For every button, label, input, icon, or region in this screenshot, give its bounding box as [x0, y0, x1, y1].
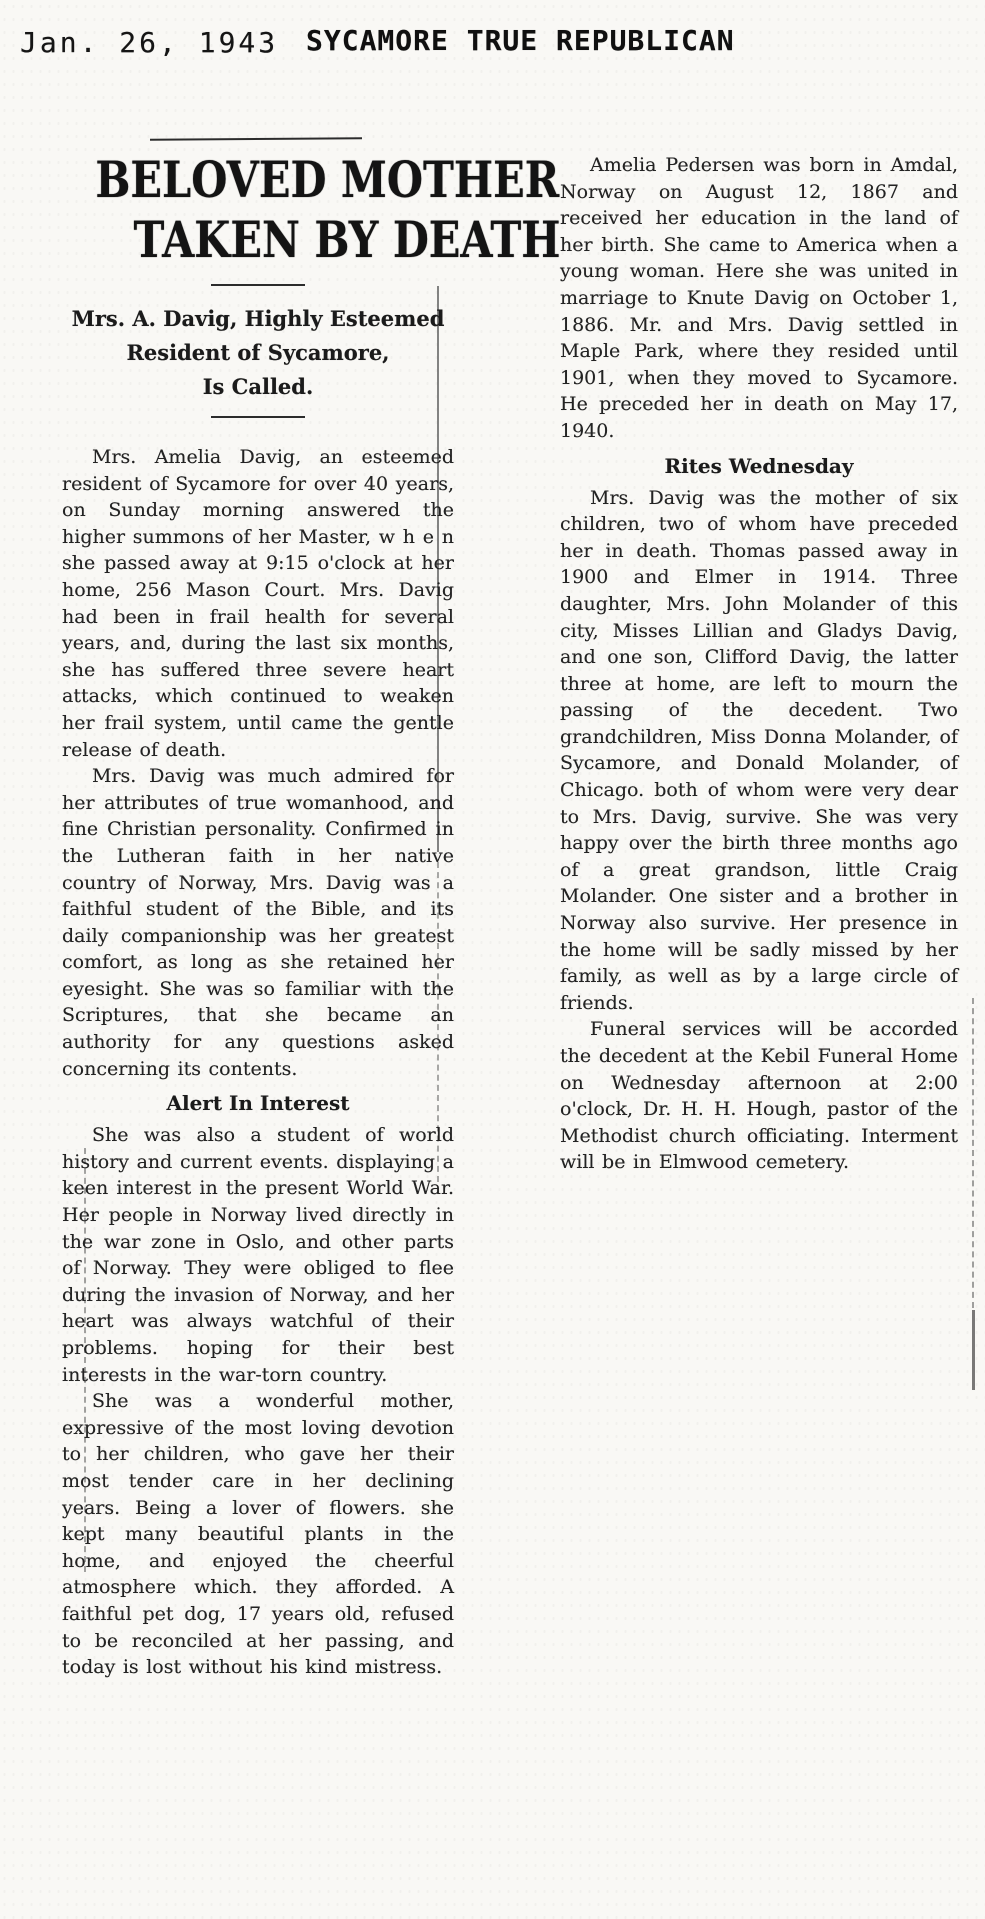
body-paragraph: Mrs. Davig was the mother of six children, two of whom have preceded her in death. Thomas passed away in 1900 and Elmer in 1914. Three daughter, Mrs. John Molander of this city, Misses Lillian and Gladys Davig, and one son, Clifford Davig, the latter three at home, are left to mourn the passing of the decedent. Two grandchildren, Miss Donna Molander, of Sycamore, and Donald Molander, of Chicago. both of whom were very dear to Mrs. Davig, survive. She was very happy over the birth three months ago of a great grandson, little Craig Molander. One sister and a brother in Norway also survive. Her presence in the home will be sadly missed by her family, as well as by a large circle of friends.: [560, 486, 958, 1014]
body-paragraph: She was a wonderful mother, expressive of the most loving devotion to her children, who gave her their most tender care in her declining years. Being a lover of flowers. she kept many beautiful plants in the home, and enjoyed the cheerful atmosphere which. they afforded. A faithful pet dog, 17 years old, refused to be reconciled at her passing, and today is lost without his kind mistress.: [62, 1390, 454, 1679]
left-edge-dashed-line: [84, 1148, 86, 1572]
headline-line-2: TAKEN BY DEATH: [133, 210, 561, 269]
body-paragraph: Mrs. Davig was much admired for her attributes of true womanhood, and fine Christian personality. Confirmed in the Lutheran faith in her native country of Norway, Mrs. Davig was a faithful student of the Bible, and its daily companionship was her greatest comfort, as long as she retained her eyesight. She was so familiar with the Scriptures, that she became an authority for any questions asked concerning its contents.: [62, 765, 454, 1080]
masthead-date: Jan. 26, 1943: [20, 26, 279, 59]
right-edge-ink-mark: [972, 1310, 975, 1390]
column-divider-line-dashed: [437, 862, 439, 1182]
subhead-rule: [211, 416, 305, 418]
column-divider-line: [437, 286, 439, 852]
article-subhead: [62, 302, 454, 404]
subhead-line-2: Resident of Sycamore,: [126, 340, 390, 365]
section-heading-alert: Alert In Interest: [166, 1091, 350, 1116]
section-heading-rites: Rites Wednesday: [664, 453, 854, 478]
body-paragraph: She was also a student of world history and current events. displaying a keen interest in the present World War. Her people in Norway lived directly in the war zone in Oslo, and other parts of Norway. They were obliged to flee during the invasion of Norway, and her heart was always watchful of their problems. hoping for their best interests in the war-torn country.: [62, 1124, 454, 1386]
article-headline: [62, 150, 561, 270]
right-column: [560, 152, 958, 1176]
body-paragraph: Mrs. Amelia Davig, an esteemed resident of Sycamore for over 40 years, on Sunday morning answered the higher summons of her Master, w h e n she passed away at 9:15 o'clock at her home, 256 Mason Court. Mrs. Davig had been in frail health for several years, and, during the last six months, she has suffered three severe heart attacks, which continued to weaken her frail system, until came the gentle release of death.: [62, 446, 454, 761]
masthead-title: SYCAMORE TRUE REPUBLICAN: [306, 24, 735, 57]
body-paragraph: Amelia Pedersen was born in Amdal, Norway on August 12, 1867 and received her education in the land of her birth. She came to America when a young woman. Here she was united in marriage to Knute Davig on October 1, 1886. Mr. and Mrs. Davig settled in Maple Park, where they resided until 1901, when they moved to Sycamore. He preceded her in death on May 17, 1940.: [560, 154, 958, 442]
headline-line-1: BELOVED MOTHER: [95, 150, 560, 209]
left-column: [62, 138, 561, 1681]
subhead-line-1: Mrs. A. Davig, Highly Esteemed: [71, 306, 445, 331]
body-paragraph: Funeral services will be accorded the decedent at the Kebil Funeral Home on Wednesday afternoon at 2:00 o'clock, Dr. H. H. Hough, pastor of the Methodist church officiating. Interment will be in Elmwood cemetery.: [560, 1018, 958, 1174]
subhead-line-3: Is Called.: [202, 374, 314, 399]
headline-rule-bottom: [211, 284, 305, 286]
right-edge-dashed-line: [972, 998, 974, 1308]
headline-rule-top: [150, 137, 362, 140]
